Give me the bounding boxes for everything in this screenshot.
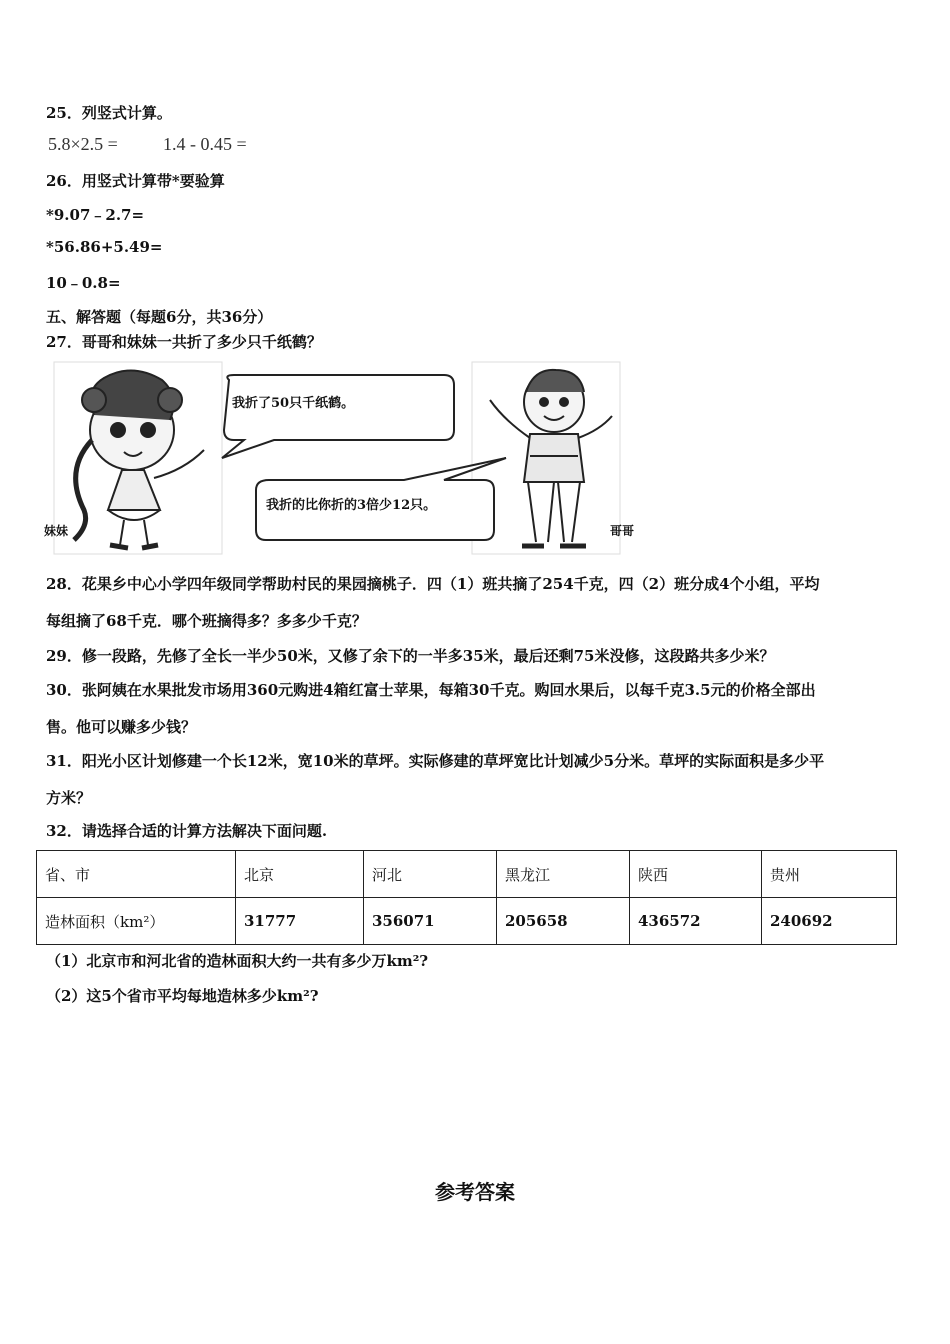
table-cell: 河北 bbox=[364, 851, 497, 898]
q28-line-1: 28．花果乡中心小学四年级同学帮助村民的果园摘桃子．四（1）班共摘了254千克，四（2）班分成4个小组，平均 bbox=[46, 575, 820, 593]
table-cell: 省、市 bbox=[37, 851, 236, 898]
q30-line-2: 售。他可以赚多少钱？ bbox=[46, 718, 197, 736]
q26-item-1: *9.07﹣2.7= bbox=[46, 206, 145, 224]
table-cell: 436572 bbox=[630, 898, 762, 945]
boy-label: 哥哥 bbox=[610, 524, 635, 538]
boy-figure bbox=[490, 370, 612, 546]
table-row bbox=[37, 898, 897, 945]
table-row-label: 造林面积（km²） bbox=[37, 898, 236, 945]
q25-title: 25．列竖式计算。 bbox=[46, 104, 172, 122]
section5-title: 五、解答题（每题6分，共36分） bbox=[46, 308, 273, 326]
girl-and-boy-illustration bbox=[44, 360, 644, 560]
q25-expr-2: 1.4 - 0.45 = bbox=[163, 134, 247, 154]
q31-line-1: 31．阳光小区计划修建一个长12米，宽10米的草坪。实际修建的草坪宽比计划减少5分米。草坪的实际面积是多少平 bbox=[46, 752, 825, 770]
q32-sub-2: （2）这5个省市平均每地造林多少km²? bbox=[46, 987, 319, 1005]
table-cell: 31777 bbox=[236, 898, 364, 945]
girl-speech-text: 我折了50只千纸鹤。 bbox=[232, 396, 355, 411]
table-cell: 黑龙江 bbox=[497, 851, 630, 898]
q26-item-2: *56.86+5.49= bbox=[46, 238, 163, 256]
table-cell: 205658 bbox=[497, 898, 630, 945]
boy-speech-text: 我折的比你折的3倍少12只。 bbox=[266, 498, 437, 513]
table-cell: 240692 bbox=[762, 898, 897, 945]
q32-title: 32．请选择合适的计算方法解决下面问题. bbox=[46, 822, 328, 840]
q32-sub-1: （1）北京市和河北省的造林面积大约一共有多少万km²? bbox=[46, 952, 429, 970]
girl-label: 妹妹 bbox=[44, 524, 69, 538]
q26-item-3: 10﹣0.8= bbox=[46, 274, 121, 292]
table-cell: 贵州 bbox=[762, 851, 897, 898]
q27-illustration bbox=[44, 360, 644, 560]
table-cell: 北京 bbox=[236, 851, 364, 898]
q29-line-1: 29．修一段路，先修了全长一半少50米，又修了余下的一半多35米，最后还剩75米没修，这段路共多少米？ bbox=[46, 647, 775, 665]
q25-expr-1: 5.8×2.5 = bbox=[48, 134, 118, 154]
q28-line-2: 每组摘了68千克．哪个班摘得多？多多少千克？ bbox=[46, 612, 367, 630]
table-cell: 356071 bbox=[364, 898, 497, 945]
afforestation-table bbox=[36, 850, 897, 945]
q31-line-2: 方米？ bbox=[46, 789, 92, 807]
q27-title: 27．哥哥和妹妹一共折了多少只千纸鹤？ bbox=[46, 333, 322, 351]
answers-title: 参考答案 bbox=[435, 1180, 515, 1204]
table-header-row bbox=[37, 851, 897, 898]
q26-title: 26．用竖式计算带*要验算 bbox=[46, 172, 225, 190]
q30-line-1: 30．张阿姨在水果批发市场用360元购进4箱红富士苹果，每箱30千克。购回水果后，以每千克3.5元的价格全部出 bbox=[46, 681, 816, 699]
girl-speech-bubble bbox=[222, 375, 454, 458]
table-cell: 陕西 bbox=[630, 851, 762, 898]
girl-figure bbox=[74, 370, 204, 548]
